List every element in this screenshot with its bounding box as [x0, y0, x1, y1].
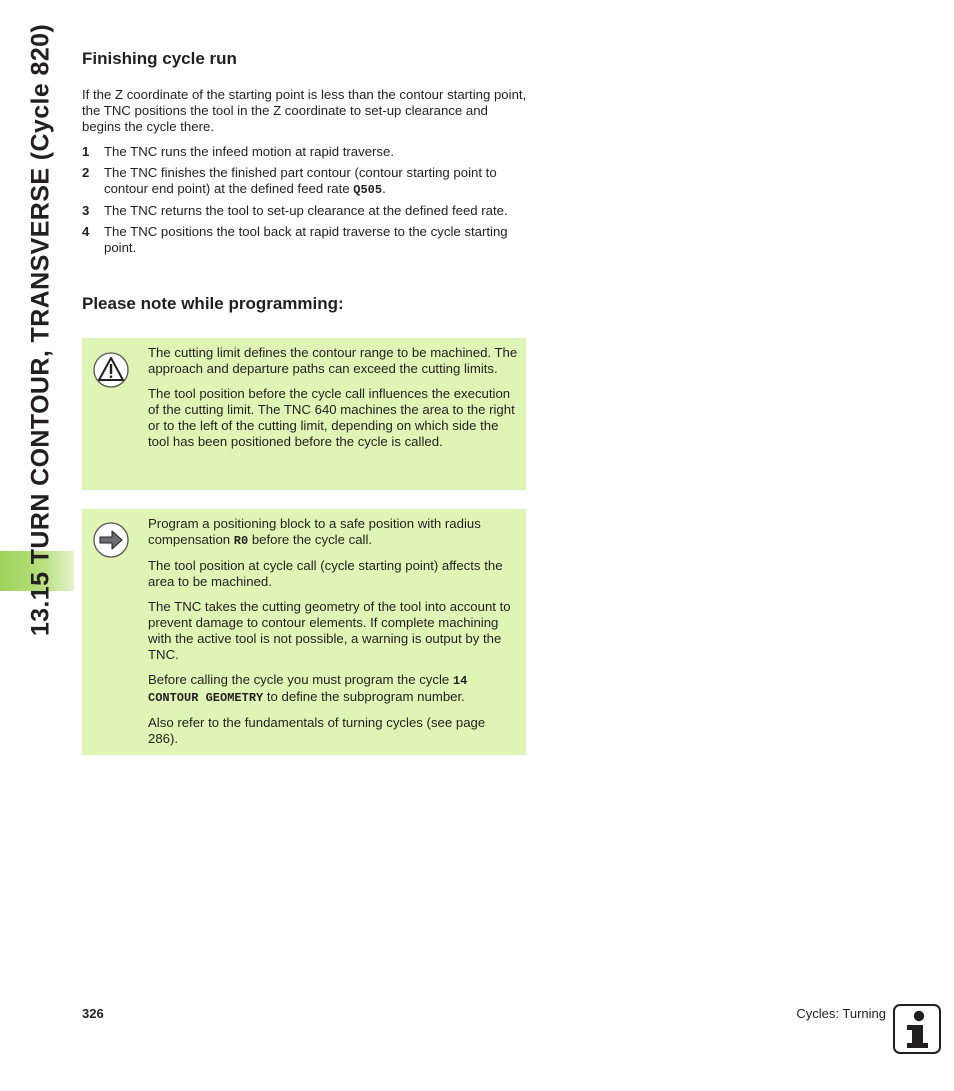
steps-list	[82, 144, 527, 261]
arrow-right-icon	[92, 521, 130, 559]
info-icon	[893, 1004, 941, 1054]
step-text: The TNC returns the tool to set-up clearance at the defined feed rate.	[104, 203, 508, 218]
step-text: The TNC runs the infeed motion at rapid traverse.	[104, 144, 395, 159]
step-number: 2	[82, 165, 90, 180]
note-paragraph: Also refer to the fundamentals of turning cycles (see page 286).	[148, 715, 486, 746]
intro-paragraph: If the Z coordinate of the starting point is less than the contour starting point, the TNC positions the tool in the Z coordinate to set-up clearance and begins the cycle there.	[82, 87, 527, 134]
step-text: The TNC finishes the finished part contour (contour starting point to contour end point) at the defined feed rate	[104, 165, 497, 196]
note-paragraph	[148, 516, 518, 549]
note-paragraph	[148, 672, 518, 706]
warning-note-content	[148, 345, 518, 459]
step-number: 1	[82, 144, 90, 159]
step-text-end: .	[382, 181, 386, 196]
warning-note-box	[82, 338, 526, 490]
cycle-name-code: CONTOUR GEOMETRY	[148, 691, 264, 705]
page-number: 326	[82, 1006, 104, 1021]
step-item	[82, 144, 527, 160]
info-glyph-icon	[895, 1006, 939, 1052]
tip-note-box	[82, 509, 526, 755]
step-text: The TNC positions the tool back at rapid traverse to the cycle starting point.	[104, 224, 508, 255]
warning-triangle-icon	[92, 351, 130, 389]
note-text: Program a positioning block to a safe position with radius compensation	[148, 516, 481, 547]
note-text: Before calling the cycle you must program the cycle	[148, 672, 453, 687]
note-paragraph: The TNC takes the cutting geometry of the tool into account to prevent damage to contour elements. If complete machining with the active tool is not possible, a warning is output by the TNC.	[148, 599, 511, 662]
step-number: 4	[82, 224, 90, 239]
tip-note-content	[148, 516, 518, 756]
chapter-title-vertical: 13.15 TURN CONTOUR, TRANSVERSE (Cycle 820)	[26, 23, 55, 637]
step-item	[82, 203, 527, 219]
note-text: before the cycle call.	[248, 532, 373, 547]
step-item	[82, 224, 527, 256]
note-text: to define the subprogram number.	[263, 689, 465, 704]
step-number: 3	[82, 203, 90, 218]
step-item	[82, 165, 527, 198]
section-heading-finishing-cycle-run: Finishing cycle run	[82, 49, 237, 68]
cycle-number-code: 14	[452, 674, 468, 688]
footer-chapter-name: Cycles: Turning	[796, 1006, 886, 1021]
section-heading-programming-notes: Please note while programming:	[82, 294, 344, 313]
radius-comp-code: R0	[233, 534, 249, 548]
note-paragraph: The cutting limit defines the contour range to be machined. The approach and departure paths can exceed the cutting limits.	[148, 345, 518, 376]
parameter-code: Q505	[353, 183, 383, 197]
note-paragraph: The tool position before the cycle call influences the execution of the cutting limit. The TNC 640 machines the area to the right or to the left of the cutting limit, depending on which side the tool has been positioned before the cycle is called.	[148, 386, 515, 449]
note-paragraph: The tool position at cycle call (cycle starting point) affects the area to be machined.	[148, 558, 503, 589]
